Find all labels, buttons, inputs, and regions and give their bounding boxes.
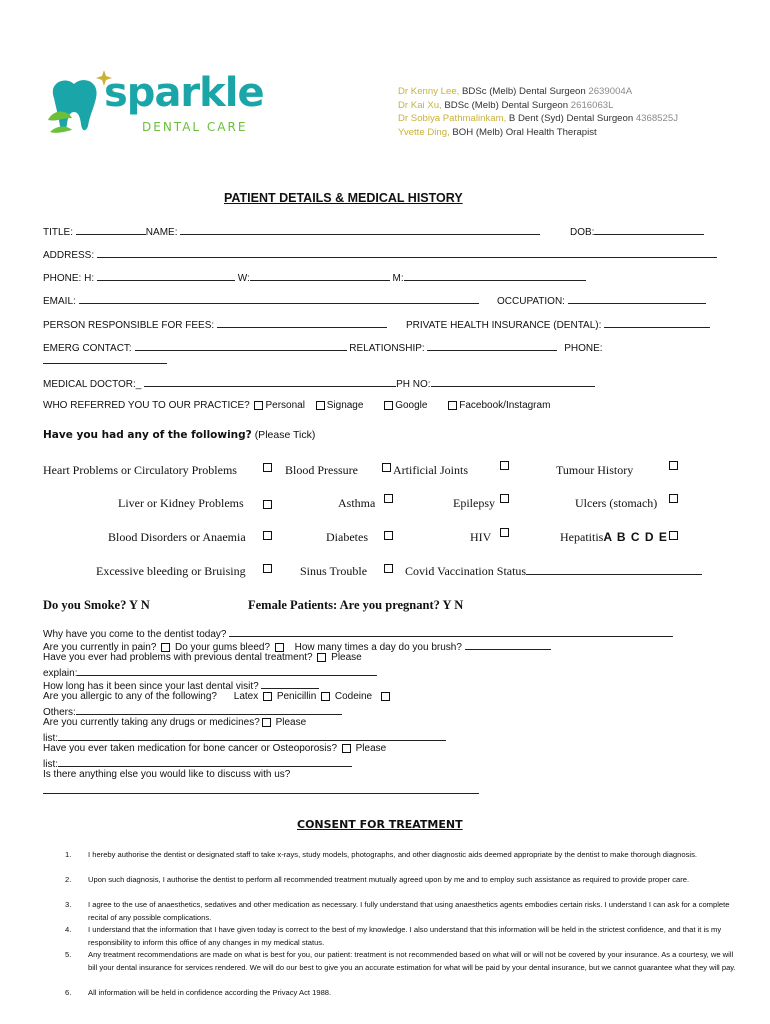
emergency-row — [43, 340, 603, 354]
blood-checkbox[interactable] — [263, 531, 272, 540]
allergy-option: Codeine — [334, 691, 373, 702]
condition-tumour: Tumour History — [556, 463, 634, 477]
email-row — [43, 293, 479, 307]
referred-personal-checkbox[interactable] — [254, 401, 263, 410]
emerg-phone-field[interactable] — [43, 353, 167, 364]
referred-google-checkbox[interactable] — [384, 401, 393, 410]
latex-checkbox[interactable] — [263, 692, 272, 701]
dentist-entry: Dr Kenny Lee, BDSc (Melb) Dental Surgeon 2639004A — [398, 86, 633, 97]
emerg-label: EMERG CONTACT: — [43, 343, 132, 354]
pregnant-question: Female Patients: Are you pregnant? Y N — [248, 598, 464, 612]
name-label: NAME: — [145, 227, 178, 238]
consent-number: 4. — [65, 925, 72, 934]
doctor-row — [43, 376, 595, 390]
condition-covid: Covid Vaccination Status — [405, 564, 527, 578]
doctor-field[interactable] — [144, 376, 396, 387]
title-field[interactable] — [76, 224, 146, 235]
condition-bleeding: Excessive bleeding or Bruising — [96, 564, 246, 578]
medicines-list-field[interactable] — [58, 730, 446, 741]
penicillin-checkbox[interactable] — [321, 692, 330, 701]
question-text: Have you ever taken medication for bone cancer or Osteoporosis? — [43, 743, 338, 754]
asthma-checkbox[interactable] — [384, 494, 393, 503]
condition-liver: Liver or Kidney Problems — [118, 496, 244, 510]
question-other-discuss — [43, 769, 290, 782]
sinus-checkbox[interactable] — [384, 564, 393, 573]
responsible-row — [43, 317, 387, 331]
question-text: Are you currently taking any drugs or medicines? — [43, 717, 260, 728]
referred-option: Facebook/Instagram — [459, 400, 551, 411]
referred-label: WHO REFERRED YOU TO OUR PRACTICE? — [43, 400, 250, 411]
question-text: Are you allergic to any of the following? — [43, 691, 217, 702]
condition-ulcers: Ulcers (stomach) — [575, 496, 658, 510]
question-text: Please — [331, 652, 362, 663]
occupation-label: OCCUPATION: — [497, 296, 565, 307]
question-text: explain: — [43, 668, 78, 679]
last-visit-field[interactable] — [261, 678, 319, 689]
discuss-field[interactable] — [43, 783, 479, 794]
bp-checkbox[interactable] — [382, 463, 391, 472]
question-text: list: — [43, 759, 58, 770]
question-osteoporosis — [43, 743, 386, 756]
dentist-list — [398, 85, 678, 139]
dentist-entry: Dr Kai Xu, BDSc (Melb) Dental Surgeon 2616063L — [398, 99, 614, 111]
consent-item: Any treatment recommendations are made on what is best for you, our patient: treatment is not recommended based on what will or will not be covered by your insurance. As a courtesy, we will bill your dental insurance for services rendered. We will do our best to give you an accurate estimation for what will be paid by your dental insurance, but we cannot guarantee what they will pay. — [88, 950, 736, 972]
emerg-phone-continued — [43, 353, 167, 367]
emerg-field[interactable] — [135, 340, 347, 351]
codeine-checkbox[interactable] — [381, 692, 390, 701]
hiv-checkbox[interactable] — [500, 528, 509, 537]
question-text: Others: — [43, 707, 76, 718]
condition-covid-row — [405, 564, 702, 579]
insurance-label: PRIVATE HEALTH INSURANCE (DENTAL): — [406, 320, 602, 331]
phone-m-label: M: — [392, 273, 404, 284]
consent-item: Upon such diagnosis, I authorise the dentist to perform all recommended treatment mutually agreed upon by me and to employ such assistance as required to provide proper care. — [88, 875, 690, 884]
hepatitis-types: A B C D E — [603, 530, 668, 544]
dob-label: DOB: — [570, 227, 595, 238]
dentist-entry: Yvette Ding, BOH (Melb) Oral Health Therapist — [398, 126, 597, 138]
question-allergies — [43, 691, 392, 704]
phone-h-label: H: — [84, 273, 95, 284]
question-text: Are you currently in pain? — [43, 642, 157, 653]
brush-count-field[interactable] — [465, 639, 551, 650]
condition-hepatitis-row — [560, 530, 668, 545]
pain-checkbox[interactable] — [161, 643, 170, 652]
brand-name: sparkle — [104, 70, 264, 116]
explain-field[interactable] — [77, 665, 377, 676]
phone-home-field[interactable] — [97, 270, 235, 281]
consent-number: 1. — [65, 850, 72, 859]
consent-number: 3. — [65, 900, 72, 909]
consent-item: I agree to the use of anaesthetics, sedatives and other medication as necessary. I fully understand that using anaesthetics agents embodies certain risks. I understand I can ask for a complete recital of any possible complications. — [88, 900, 730, 922]
question-text: Is there anything else you would like to discuss with us? — [43, 769, 291, 780]
occupation-field[interactable] — [568, 293, 706, 304]
allergy-option: Penicillin — [276, 691, 317, 702]
question-text: Have you ever had problems with previous dental treatment? — [43, 652, 313, 663]
dob-row — [570, 224, 704, 238]
logo — [44, 68, 264, 140]
smoke-question: Do you Smoke? Y N — [43, 598, 150, 612]
allergy-option: Latex — [233, 691, 259, 702]
condition-epilepsy: Epilepsy — [453, 496, 495, 510]
reason-field[interactable] — [229, 626, 673, 637]
referred-option: Personal — [265, 400, 305, 411]
previous-treatment-checkbox[interactable] — [317, 653, 326, 662]
condition-blood: Blood Disorders or Anaemia — [108, 530, 246, 544]
covid-field[interactable] — [526, 564, 702, 575]
phone-label: PHONE: — [43, 273, 82, 284]
bleeding-checkbox[interactable] — [263, 564, 272, 573]
question-text: Please — [355, 743, 387, 754]
hepatitis-checkbox[interactable] — [669, 531, 678, 540]
dob-field[interactable] — [594, 224, 704, 235]
relationship-label: RELATIONSHIP: — [349, 343, 425, 354]
consent-number: 5. — [65, 950, 72, 959]
consent-number: 6. — [65, 988, 72, 997]
question-medicines — [43, 717, 306, 730]
ulcers-checkbox[interactable] — [669, 494, 678, 503]
osteoporosis-checkbox[interactable] — [342, 744, 351, 753]
medicines-checkbox[interactable] — [262, 718, 271, 727]
email-label: EMAIL: — [43, 296, 76, 307]
condition-heart: Heart Problems or Circulatory Problems — [43, 463, 237, 477]
question-text: Why have you come to the dentist today? — [43, 629, 227, 640]
question-text: How many times a day do you brush? — [294, 642, 462, 653]
diabetes-checkbox[interactable] — [384, 531, 393, 540]
referred-facebook-checkbox[interactable] — [448, 401, 457, 410]
ph-no-label: PH NO: — [396, 379, 431, 390]
consent-number: 2. — [65, 875, 72, 884]
condition-sinus: Sinus Trouble — [300, 564, 368, 578]
others-field[interactable] — [76, 704, 342, 715]
question-text: Please — [275, 717, 307, 728]
referred-option: Signage — [326, 400, 364, 411]
email-field[interactable] — [79, 293, 479, 304]
title-label: TITLE: — [43, 227, 74, 238]
consent-item: I hereby authorise the dentist or designated staff to take x-rays, study models, photographs, and other diagnostic aids deemed appropriate by the dentist to make thorough diagnosis. — [88, 850, 697, 859]
condition-hepatitis: Hepatitis — [560, 530, 604, 544]
responsible-field[interactable] — [217, 317, 387, 328]
address-field[interactable] — [97, 247, 717, 258]
conditions-hint: (Please Tick) — [254, 429, 316, 441]
liver-checkbox[interactable] — [263, 500, 272, 509]
referred-row — [43, 400, 550, 411]
relationship-field[interactable] — [427, 340, 557, 351]
referred-signage-checkbox[interactable] — [316, 401, 325, 410]
phone-w-label: W: — [237, 273, 250, 284]
condition-joints: Artificial Joints — [393, 463, 468, 477]
insurance-row — [406, 317, 710, 331]
gums-bleed-checkbox[interactable] — [275, 643, 284, 652]
doctor-phone-field[interactable] — [431, 376, 595, 387]
condition-asthma: Asthma — [338, 496, 376, 510]
question-previous-treatment — [43, 652, 362, 665]
referred-option: Google — [395, 400, 428, 411]
consent-item: I understand that the information that I have given today is correct to the best of my knowledge. I also understand that this information will be held in the strictest confidence, and that it is my responsibility to inform this office of any changes in my medical status. — [88, 925, 722, 947]
emerg-phone-label: PHONE: — [564, 343, 603, 354]
condition-bp: Blood Pressure — [285, 463, 358, 477]
phone-work-field[interactable] — [250, 270, 390, 281]
address-label: ADDRESS: — [43, 250, 95, 261]
question-text: How long has it been since your last dental visit? — [43, 681, 259, 692]
osteoporosis-list-field[interactable] — [58, 756, 352, 767]
epilepsy-checkbox[interactable] — [500, 494, 509, 503]
phone-mobile-field[interactable] — [404, 270, 586, 281]
conditions-heading-row — [43, 429, 315, 441]
condition-hiv: HIV — [470, 530, 492, 544]
responsible-label: PERSON RESPONSIBLE FOR FEES: — [43, 320, 215, 331]
occupation-row — [497, 293, 706, 307]
title-row — [43, 224, 540, 238]
heart-checkbox[interactable] — [263, 463, 272, 472]
question-text: Do your gums bleed? — [174, 642, 271, 653]
form-title: PATIENT DETAILS & MEDICAL HISTORY — [224, 191, 463, 205]
brand-sub: DENTAL CARE — [142, 120, 248, 134]
conditions-heading: Have you had any of the following? — [43, 429, 252, 441]
address-row — [43, 247, 717, 261]
name-field[interactable] — [180, 224, 540, 235]
consent-item: All information will be held in confidence according the Privacy Act 1988. — [88, 988, 332, 997]
joints-checkbox[interactable] — [500, 461, 509, 470]
tumour-checkbox[interactable] — [669, 461, 678, 470]
insurance-field[interactable] — [604, 317, 710, 328]
discuss-line — [43, 783, 479, 799]
consent-title: CONSENT FOR TREATMENT — [297, 818, 463, 831]
doctor-label: MEDICAL DOCTOR:_ — [43, 379, 142, 390]
question-text: list: — [43, 733, 58, 744]
phone-row — [43, 270, 586, 284]
condition-diabetes: Diabetes — [326, 530, 368, 544]
dentist-entry: Dr Sobiya Pathmalinkam, B Dent (Syd) Dental Surgeon 4368525J — [398, 113, 678, 124]
